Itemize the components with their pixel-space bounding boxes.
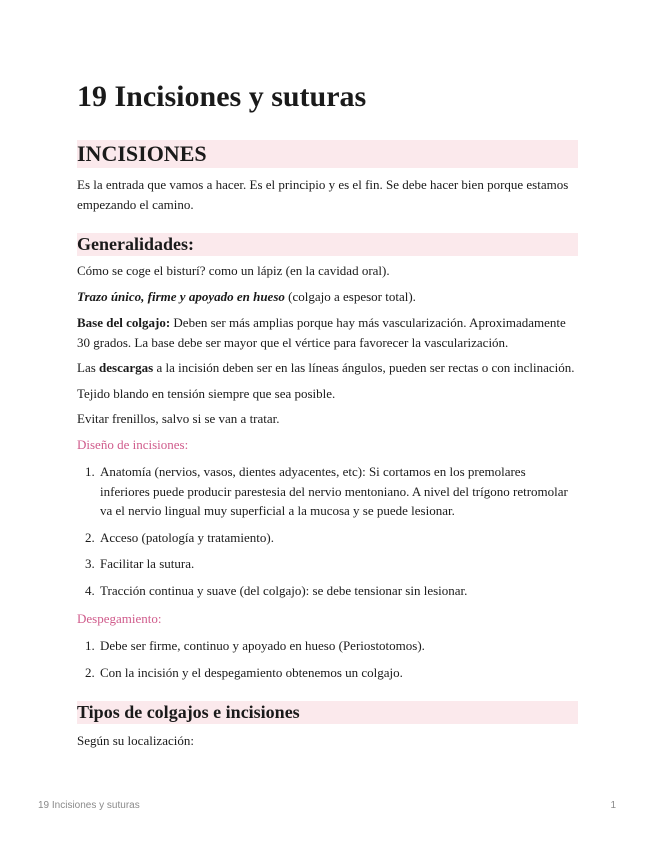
base-colgajo-bold-text: Base del colgajo: xyxy=(77,315,171,330)
list-item-number: 1. xyxy=(85,638,95,653)
trazo-bold-text: Trazo único, firme y apoyado en hueso xyxy=(77,289,285,304)
despegamiento-list xyxy=(77,636,578,682)
trazo-rest-text: (colgajo a espesor total). xyxy=(284,289,416,304)
list-item xyxy=(77,528,578,548)
paragraph-descargas xyxy=(77,358,578,378)
list-item-number: 3. xyxy=(85,556,95,571)
list-item-number: 4. xyxy=(85,582,95,598)
list-item xyxy=(77,462,578,521)
diseno-list xyxy=(77,462,578,600)
page-title: 19 Incisiones y suturas xyxy=(77,80,367,113)
footer-page-number: 1 xyxy=(610,800,616,811)
descargas-rest-text: a la incisión deben ser en las líneas ángulos, pueden ser rectas o con inclinación. xyxy=(153,360,575,375)
list-item-text: Debe ser firme, continuo y apoyado en hueso (Periostotomos). xyxy=(100,638,425,653)
base-colgajo-rest-text: Deben ser más amplias porque hay más vascularización. Aproximadamente 30 grados. La base debe ser mayor que el vértice para favorecer la vascularización. xyxy=(77,315,566,350)
section-heading-incisiones xyxy=(77,140,578,168)
diseno-label: Diseño de incisiones: xyxy=(77,437,189,452)
paragraph-localizacion: Según su localización: xyxy=(77,733,194,748)
list-item-number: 2. xyxy=(85,529,95,545)
list-item xyxy=(77,581,578,601)
paragraph-trazo xyxy=(77,287,578,307)
subheading-text: Generalidades: xyxy=(77,234,194,254)
list-item xyxy=(77,554,578,574)
list-item-number: 1. xyxy=(85,464,95,479)
paragraph-bisturi: Cómo se coge el bisturí? como un lápiz (en la cavidad oral). xyxy=(77,263,390,278)
subheading-text: Tipos de colgajos e incisiones xyxy=(77,702,300,722)
descargas-bold-text: descargas xyxy=(99,360,154,375)
list-item-number: 2. xyxy=(85,664,95,680)
section-heading-text: INCISIONES xyxy=(77,141,207,166)
paragraph-base-colgajo xyxy=(77,313,578,352)
incisiones-intro: Es la entrada que vamos a hacer. Es el principio y es el fin. Se debe hacer bien porque estamos empezando el camino. xyxy=(77,177,569,212)
list-item-text: Facilitar la sutura. xyxy=(100,556,195,571)
list-item-text: Acceso (patología y tratamiento). xyxy=(100,529,274,545)
paragraph-tejido: Tejido blando en tensión siempre que sea posible. xyxy=(77,386,336,401)
list-item-text: Tracción continua y suave (del colgajo): se debe tensionar sin lesionar. xyxy=(100,582,468,598)
subheading-generalidades xyxy=(77,233,578,256)
descargas-pre-text: Las xyxy=(77,360,100,375)
list-item xyxy=(77,636,578,656)
list-item xyxy=(77,663,578,683)
footer-title: 19 Incisiones y suturas xyxy=(38,800,140,811)
paragraph-frenillos: Evitar frenillos, salvo si se van a tratar. xyxy=(77,411,280,426)
subheading-tipos xyxy=(77,701,578,724)
list-item-text: Con la incisión y el despegamiento obtenemos un colgajo. xyxy=(100,664,403,680)
despegamiento-label: Despegamiento: xyxy=(77,611,162,626)
list-item-text: Anatomía (nervios, vasos, dientes adyacentes, etc): Si cortamos en los premolares inferiores puede producir parestesia del nervio mentoniano. A nivel del trígono retromolar va el nervio lingual muy superficial a la mucosa y se puede lesionar. xyxy=(100,464,568,518)
